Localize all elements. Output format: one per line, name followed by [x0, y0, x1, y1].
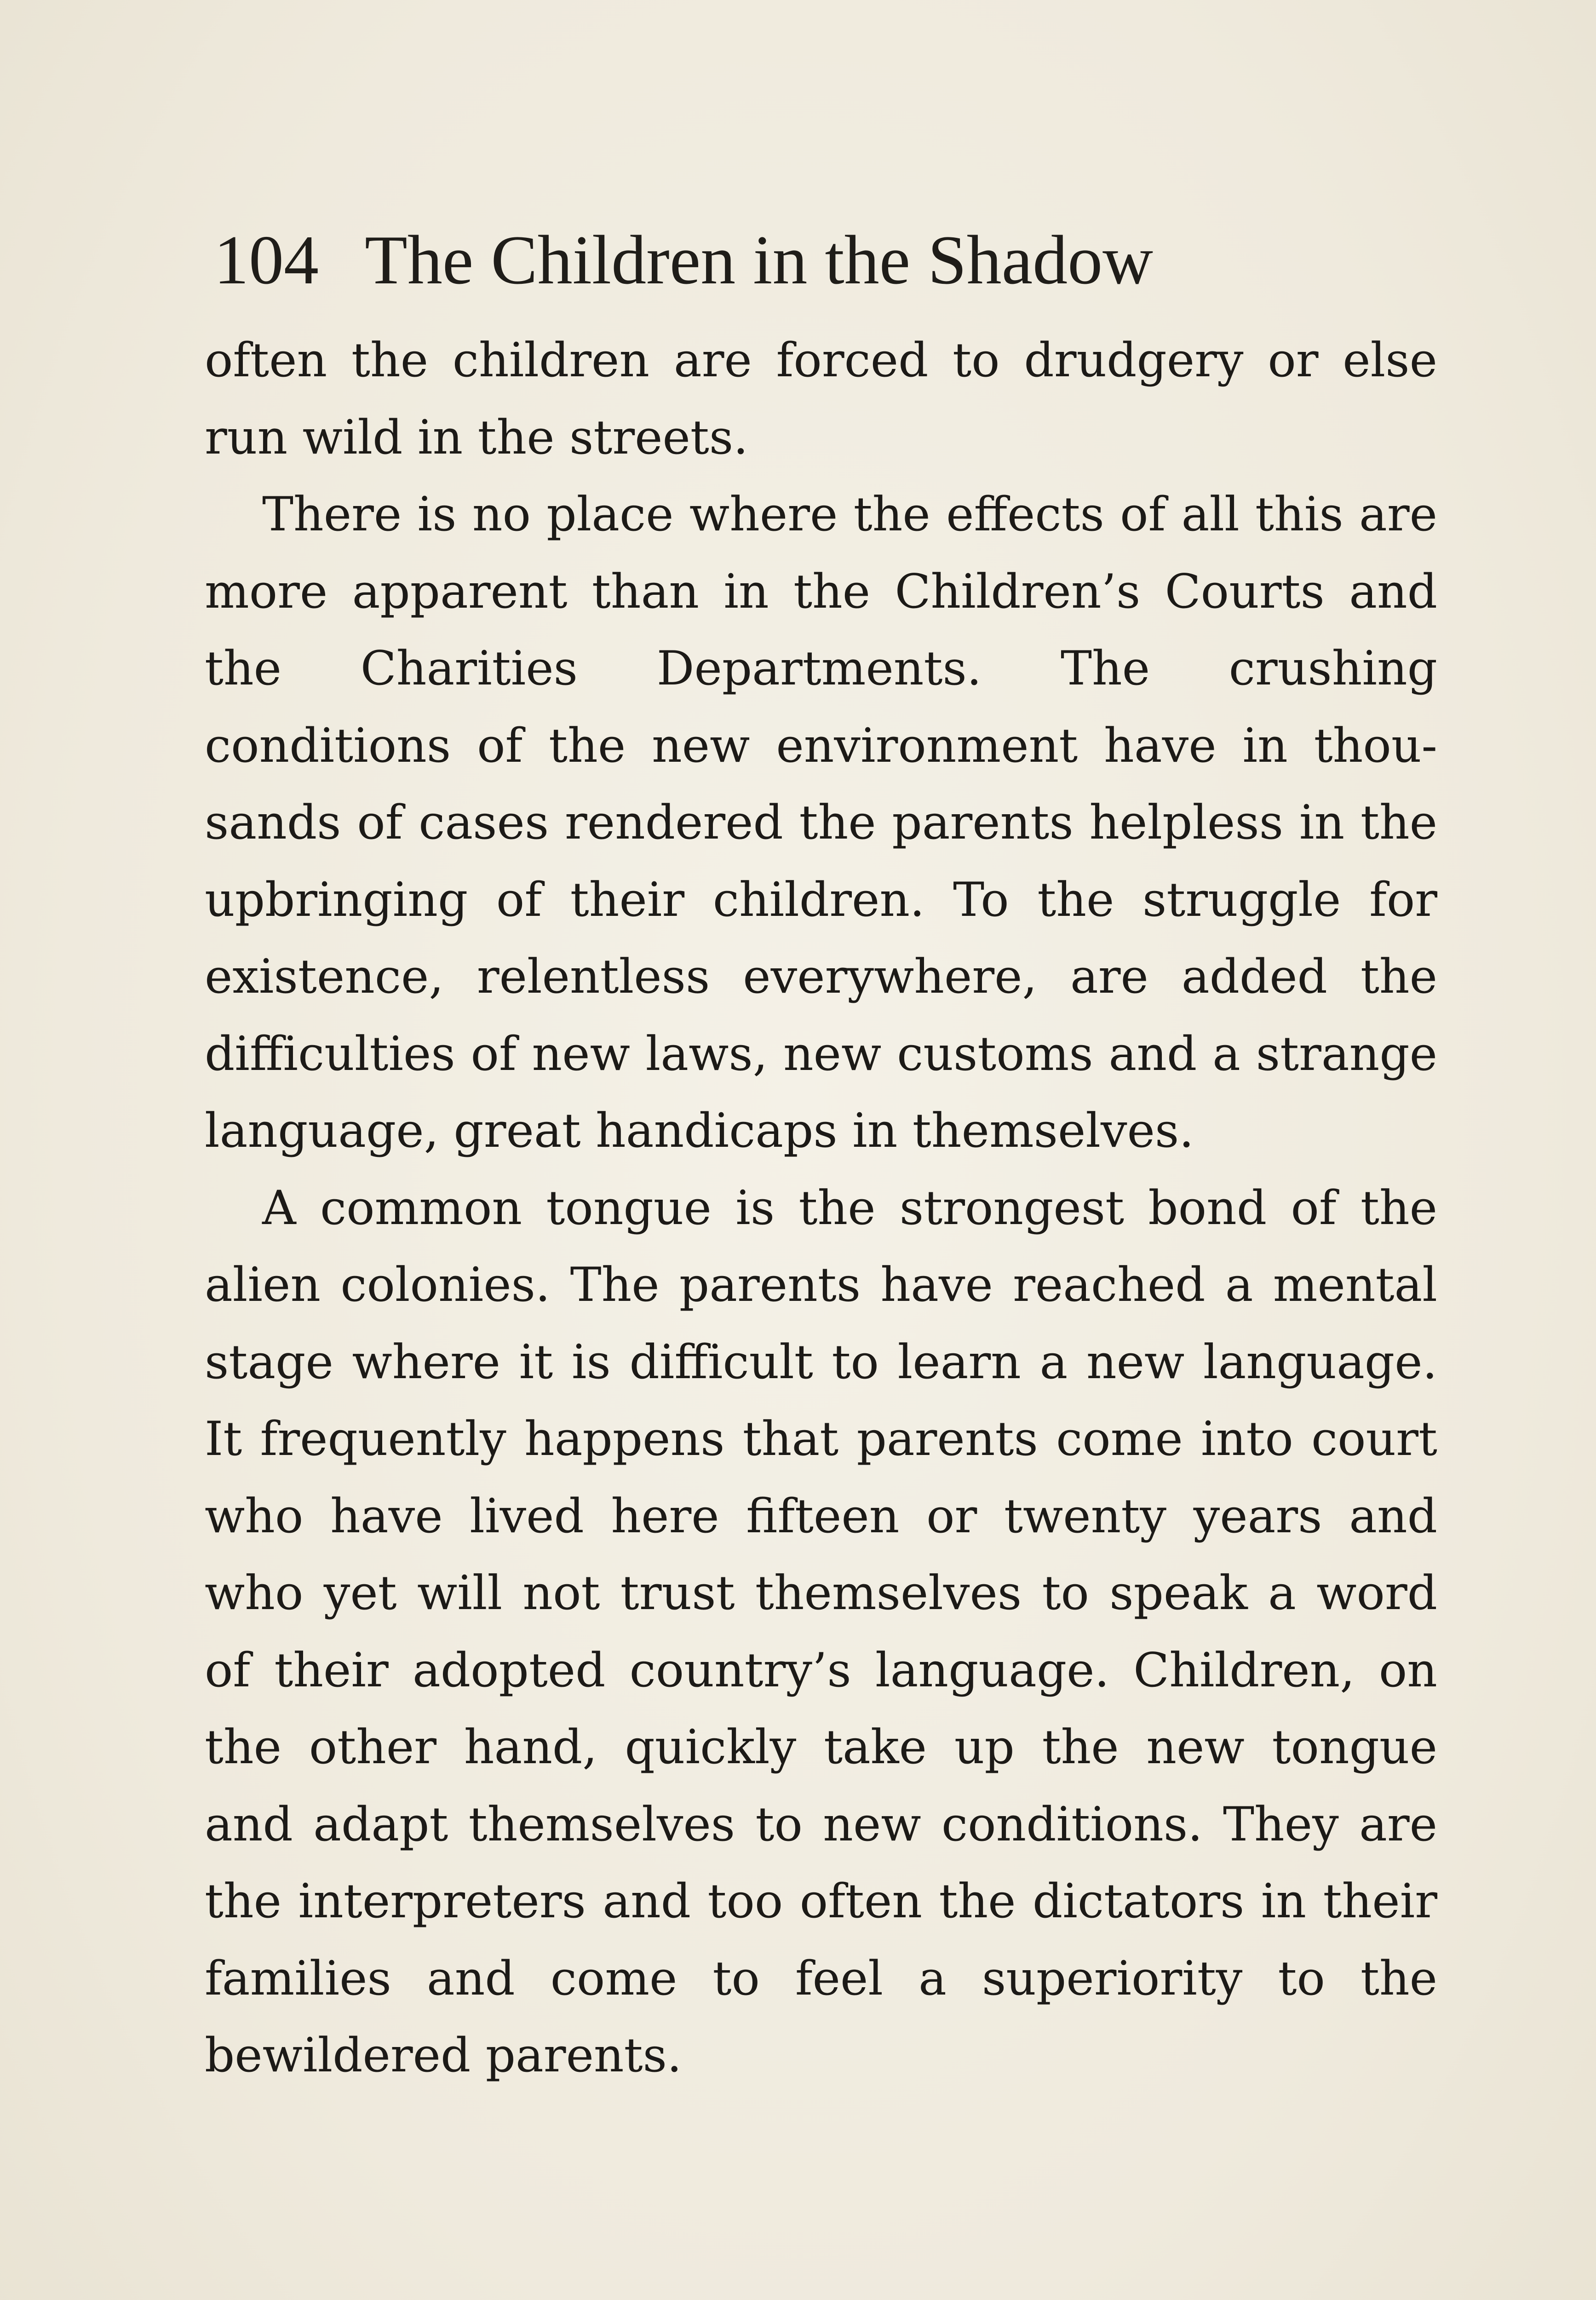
body-text — [205, 322, 1437, 2094]
running-head — [214, 216, 1410, 304]
page-number: 104 — [214, 221, 319, 299]
paragraph-continuation: often the children are forced to drudgery or else run wild in the streets. — [205, 333, 1437, 465]
book-title: The Children in the Shadow — [365, 221, 1153, 299]
paragraph-childrens-courts: There is no place where the effects of all this are more apparent than in the Children’s Courts and the Charities Departments. The crushing conditions of the new environment have in thousands of cases rendered the parents helpless in the upbringing of their children. To the struggle for existence, relentless everywhere, are added the difficulties of new laws, new customs and a strange language, great handicaps in themselves. — [205, 487, 1437, 1158]
paragraph-common-tongue: A common tongue is the strongest bond of the alien colonies. The parents have reached a mental stage where it is difficult to learn a new language. It frequently happens that parents come into court who have lived here fifteen or twenty years and who yet will not trust themselves to speak a word of their adopted country’s language. Children, on the other hand, quickly take up the new tongue and adapt themselves to new conditions. They are the interpreters and too often the dictators in their families and come to feel a superiority to the bewildered parents. — [205, 1180, 1437, 2083]
